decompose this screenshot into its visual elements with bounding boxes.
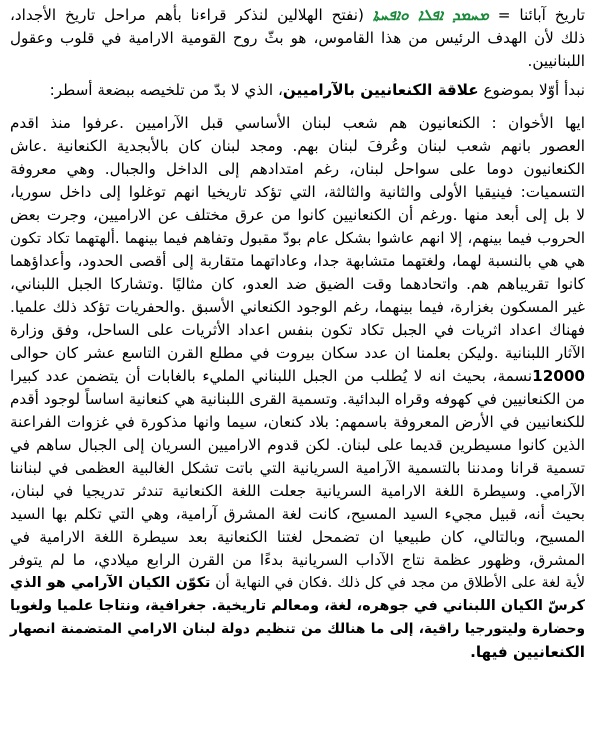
- body-paragraph: [10, 112, 585, 664]
- bold-conclusion-line: وحضارة وليتورجيا راقية، إلى ما هنالك من تنظيم دولة لبنان الارامي المتضمنة انصهار: [10, 621, 585, 637]
- body-line: فهناك اعداد اثريات في الجبل تكاد تكون بنفس اعداد الأثريات على الساحل، وفق وزارة: [10, 321, 585, 339]
- header-text-a: تاريخ آبائنا =: [488, 6, 585, 24]
- body-line: الحروب فيما بينهم، إلا انهم عاشوا بشكل عام بودّ مقبول وتفاهم فيما بينهما .ألهتهما تكاد تكون: [10, 229, 585, 247]
- header-line-2: ذلك لأن الهدف الرئيس من هذا القاموس، هو بثّ روح القومية الارامية في قلوب وعقول: [10, 29, 585, 47]
- body-line-text: لأية لغة على الأطلاق من مجد في كل ذلك .فكان في النهاية أن: [210, 575, 585, 591]
- header-line-3: اللبنانيين.: [527, 52, 585, 70]
- syriac-script-text: ܡܚܡܕ ܐܦܠܐ ܘܐܦܚܬܐ: [372, 6, 489, 24]
- intro-text-b: ، الذي لا بدّ من تلخيصه ببضعة أسطر:: [49, 81, 283, 99]
- body-line: غير المسكون بغزارة، فيما بينهما، رغم الوجود الكنعاني الأسبق .والحفريات تؤكد ذلك علميا.: [10, 298, 585, 316]
- body-line: هي هي بالنسبة لهما، ولغتهما متشابهة جدا، وعاداتهما متقاربة إلى أقصى الحدود، وأعداؤهما: [10, 252, 585, 270]
- header-text-b: (نفتح الهلالين لنذكر قراءنا بأهم مراحل تاريخ الأجداد،: [10, 6, 373, 24]
- body-line: بحيث أنه، قبيل مجيء السيد المسيح، كانت لغة المشرق آرامية، وهي التي تكلم بها السيد: [10, 505, 585, 523]
- body-line: [10, 365, 585, 388]
- body-line: للكنعانيين في الأرض المعروفة باسمهم: بلاد كنعان، سيما وانها مذكورة في غزوات الفراعنة: [10, 413, 585, 431]
- intro-text-a: نبدأ أوّلا بموضوع: [478, 81, 585, 99]
- population-number: 12000: [532, 367, 585, 385]
- body-line: التسميات: فينيقيا الأولى والثانية والثالثة، التي تؤكد تاريخيا انهم توغلوا إلى داخل سوريا،: [10, 183, 585, 201]
- body-line: ايها الأخوان : الكنعانيون هم شعب لبنان الأساسي قبل الآراميين .عرفوا منذ اقدم: [10, 114, 585, 132]
- header-paragraph: [10, 4, 585, 73]
- body-line: الآرامي. وسيطرة اللغة الارامية السريانية جعلت اللغة الكنعانية تندثر تدريجيا في لبنان،: [10, 482, 585, 500]
- body-line: العصور بانهم شعب لبنان وعُرفَ لبنان بهم. ومجد لبنان كان بالأبجدية الكنعانية .عاش: [10, 137, 585, 155]
- body-line: الذين كانوا مسيطرين قديما على لبنان. لكن قدوم الاراميين السريان إلى الجبال ساهم في: [10, 436, 585, 454]
- intro-line: [10, 79, 585, 102]
- intro-paragraph: [10, 79, 585, 102]
- body-line: المشرق، وظهور عظمة نتاج الآداب السريانية بدءًا من القرن الرابع ميلادي، ما لم يتوفر: [10, 551, 585, 569]
- bold-conclusion-line: كرسّ الكيان اللبناني في جوهره، لغة، ومعالم تاريخية. جغرافية، ونتاجا علميا ولغويا: [10, 598, 585, 614]
- header-line-1: [10, 4, 585, 27]
- body-line-text: نسمة، بحيث انه لا يُطلب من الجبل اللبناني المليء بالغابات أن يتضمن عدد كبيرا: [10, 367, 533, 385]
- body-line: الآثار اللبنانية .وليكن بعلمنا ان عدد سكان بيروت في مطلع القرن التاسع عشر كان حوالى: [10, 344, 585, 362]
- intro-topic-bold: علاقة الكنعانيين بالآراميين: [282, 81, 479, 99]
- body-line: تسمية قرانا ومدننا بالتسمية الآرامية السريانية التي باتت تشكل الغالبية العظمى في لبناننا: [10, 459, 585, 477]
- bold-conclusion-line: الكنعانيين فيها.: [470, 643, 585, 661]
- body-line: كانوا تقريباهم هم. واتحادهما وقت الضيق ضد العدو، كان مثاليًا .وتشاركا الجبل اللبناني،: [10, 275, 585, 293]
- bold-conclusion-start: تكوّن الكيان الآرامي هو الذي: [10, 575, 211, 591]
- body-line: من الكنعانيين في كهوفه وقراه البدائية. وتسمية القرى اللبنانية هي كنعانية اساساً لوجود أقدم: [10, 390, 585, 408]
- body-line: لا بل إلى أبعد منها .ورغم أن الكنعانيين كانوا من عرق مختلف عن الاراميين، وجرت بعض: [10, 206, 585, 224]
- body-line: المسيح، وبالتالي، كان طبيعيا ان تضمحل لغتنا الكنعانية بعد سيطرة اللغة الارامية في: [10, 528, 585, 546]
- body-line: [10, 572, 585, 595]
- body-line: الكنعانيون دوما على سواحل لبنان، رغم امتدادهم إلى الداخل والجبال. وهي معروفة: [10, 160, 585, 178]
